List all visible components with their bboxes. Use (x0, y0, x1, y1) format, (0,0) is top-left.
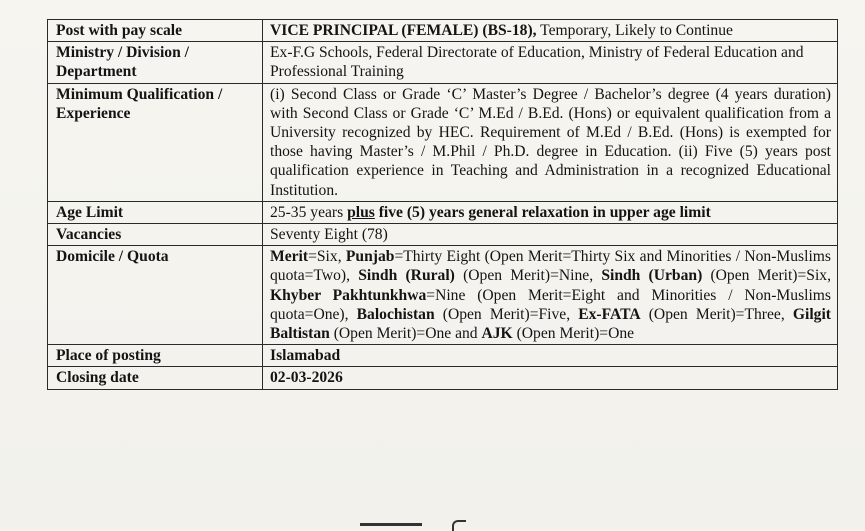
table-row (48, 20, 838, 42)
post-label: Post with pay scale (48, 20, 263, 42)
ministry-value: Ex-F.G Schools, Federal Directorate of Education, Ministry of Federal Education and Professional Training (263, 42, 838, 83)
age-label: Age Limit (48, 201, 263, 223)
quota-detail: (Open Merit)=One and (329, 325, 482, 343)
post-terms: Temporary, Likely to Continue (536, 22, 733, 39)
post-title: VICE PRINCIPAL (FEMALE) (BS-18), (270, 22, 537, 39)
quota-region: Balochistan (356, 305, 435, 323)
quota-detail: (Open Merit)=Five, (434, 305, 579, 323)
table-row (48, 246, 838, 345)
quota-region: Merit (270, 248, 309, 266)
domicile-label: Domicile / Quota (48, 246, 263, 345)
quota-region: Khyber Pakhtunkhwa (270, 286, 427, 304)
cropped-signature-mark (360, 520, 480, 529)
signature-stroke (360, 523, 422, 526)
table-row (48, 42, 838, 83)
table-row (48, 201, 838, 223)
qualification-label: Minimum Qualification / Experience (48, 83, 263, 201)
posting-value (263, 345, 838, 367)
posting-city: Islamabad (270, 347, 341, 365)
posting-label: Place of posting (48, 345, 263, 367)
ministry-label: Ministry / Division / Department (48, 42, 263, 83)
closing-date: 02-03-2026 (270, 369, 343, 387)
vacancies-label: Vacancies (48, 224, 263, 246)
quota-detail: (Open Merit)=Six, (702, 267, 831, 285)
post-value (263, 20, 838, 42)
quota-detail: (Open Merit)=Nine, (454, 267, 602, 285)
table-row (48, 224, 838, 246)
quota-region: Sindh (Urban) (601, 267, 703, 285)
closing-value (263, 367, 838, 389)
table-row (48, 367, 838, 389)
quota-detail: (Open Merit)=Three, (640, 305, 793, 323)
table-row (48, 83, 838, 201)
quota-region: Ex-FATA (578, 305, 641, 323)
age-value (263, 201, 838, 223)
quota-detail: =Thirty Eight (Open Merit=Thirty Six and Minorities / Non-Muslims quota=Two), (270, 248, 831, 285)
quota-region: Punjab (345, 248, 395, 266)
quota-region: Sindh (Rural) (358, 267, 455, 285)
qualification-value: (i) Second Class or Grade ‘C’ Master’s Degree / Bachelor’s degree (4 years duration) with Second Class or Grade ‘C’ M.Ed / B.Ed. (Hons) or equivalent qualification from a University recognized by HEC. Requirement of M.Ed / B.Ed. (Hons) is exempted for those having Master’s / M.Phil / Ph.D. degree in Education. (ii) Five (5) years post qualification experience in Teaching and Administration in a recognized Educational Institution. (263, 83, 838, 201)
quota-detail: =Six, (308, 248, 346, 266)
age-range: 25-35 years (270, 203, 348, 221)
domicile-value (263, 246, 838, 345)
quota-region: AJK (481, 325, 513, 343)
job-advertisement-table (47, 19, 838, 390)
table-row (48, 345, 838, 367)
age-relaxation: five (5) years general relaxation in upper age limit (374, 203, 711, 221)
quota-detail: (Open Merit)=One (512, 325, 635, 343)
signature-flourish (452, 520, 466, 531)
age-plus: plus (347, 203, 375, 221)
quota-region: Gilgit Baltistan (270, 305, 831, 343)
quota-detail: =Nine (Open Merit=Eight and Minorities / Non-Muslims quota=One), (270, 286, 832, 323)
vacancies-value: Seventy Eight (78) (263, 224, 838, 246)
closing-label: Closing date (48, 367, 263, 389)
